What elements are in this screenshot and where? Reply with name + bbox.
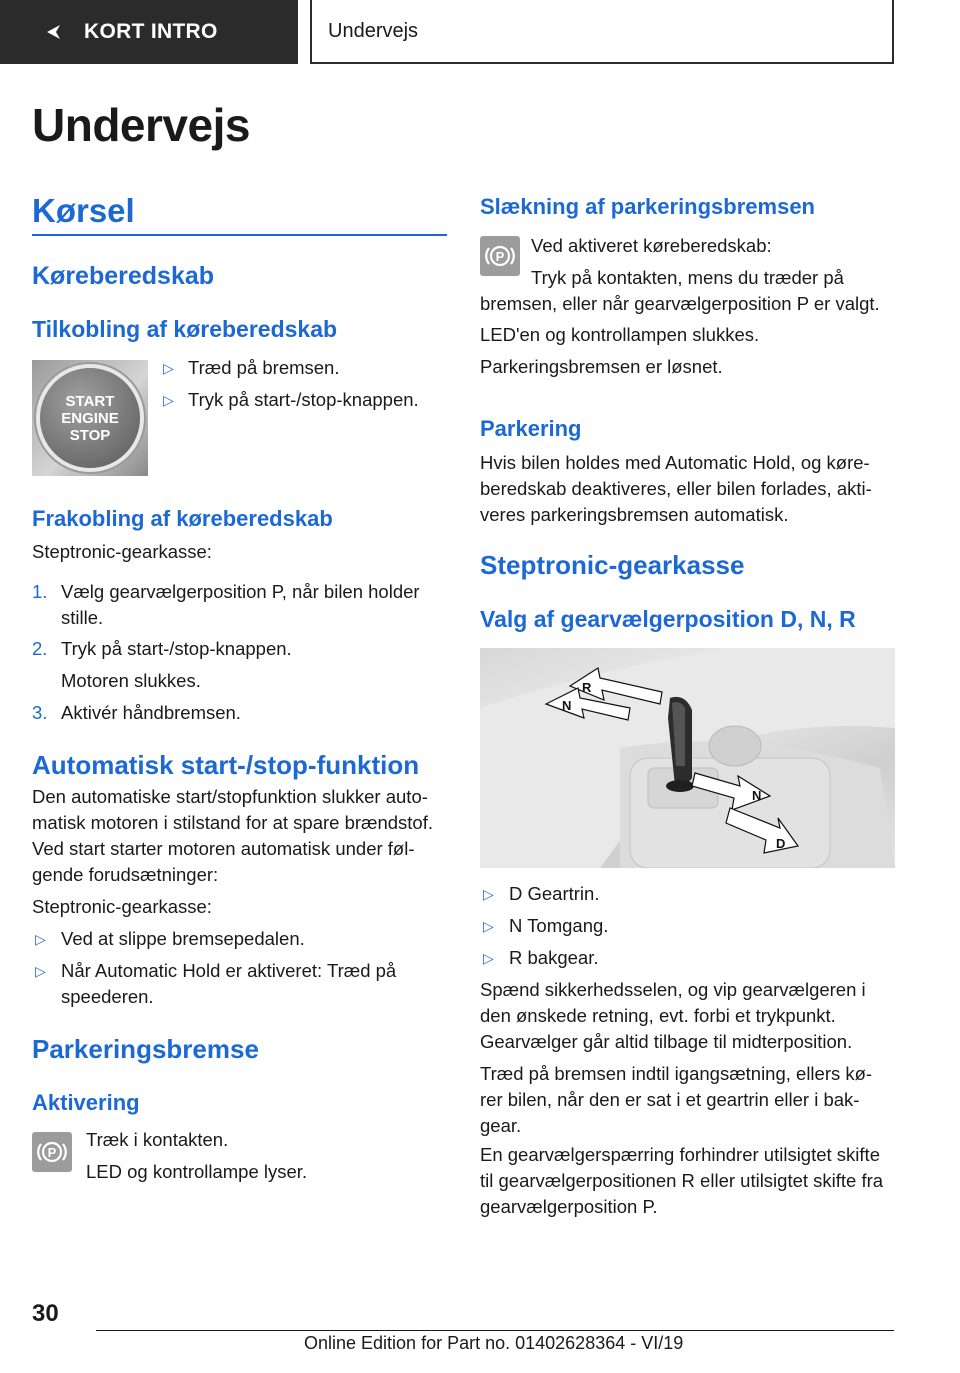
step-number: 1. xyxy=(32,581,48,602)
list-item: R bakgear. xyxy=(509,947,599,968)
paragraph-line: gearvælgerposition P. xyxy=(480,1196,658,1217)
bullet-triangle-icon: ▷ xyxy=(163,360,174,376)
heading-valg: Valg af gearvælgerposition D, N, R xyxy=(480,606,856,632)
start-stop-button-image xyxy=(32,360,148,476)
footer-divider xyxy=(96,1330,894,1331)
slaekning-released: Parkeringsbremsen er løsnet. xyxy=(480,356,723,377)
paragraph-line: rer bilen, når den er sat i et geartrin eller i bak- xyxy=(480,1089,860,1110)
list-item: Tryk på start-/stop-knappen. xyxy=(188,389,419,410)
slaekning-line: Tryk på kontakten, mens du træder på xyxy=(531,267,844,288)
heading-aktivering: Aktivering xyxy=(32,1090,140,1115)
slaekning-line: bremsen, eller når gearvælgerposition P er valgt. xyxy=(480,293,880,314)
breadcrumb-label: Undervejs xyxy=(328,19,419,42)
start-label: START xyxy=(65,392,115,410)
heading-slaekning: Slækning af parkeringsbremsen xyxy=(480,194,815,219)
list-item: N Tomgang. xyxy=(509,915,609,936)
gear-letter-n: N xyxy=(752,788,762,803)
header-tab-label: KORT INTRO xyxy=(84,20,218,43)
paragraph-line: Hvis bilen holdes med Automatic Hold, og køre- xyxy=(480,452,870,473)
list-item: Træd på bremsen. xyxy=(188,357,340,378)
bullet-triangle-icon: ▷ xyxy=(35,931,46,947)
paragraph-line: Den automatiske start/stopfunktion slukker auto- xyxy=(32,786,428,807)
header-tab-kort-intro[interactable] xyxy=(0,0,298,64)
svg-text:P: P xyxy=(47,1145,57,1160)
paragraph-line: beredskab deaktiveres, eller bilen forlades, akti- xyxy=(480,478,872,499)
step-text: stille. xyxy=(61,607,104,628)
breadcrumb xyxy=(310,0,894,64)
paragraph-line: til gearvælgerpositionen R eller utilsigtet skifte fra xyxy=(480,1170,884,1191)
heading-korsel: Kørsel xyxy=(32,192,135,229)
heading-autostart: Automatisk start-/stop-funktion xyxy=(32,750,420,780)
step-text: Tryk på start-/stop-knappen. xyxy=(61,638,292,659)
frakobling-intro: Steptronic-gearkasse: xyxy=(32,541,212,562)
gear-letter-r: R xyxy=(582,680,592,695)
paragraph-line: gende forudsætninger: xyxy=(32,864,219,885)
step-number: 2. xyxy=(32,638,48,659)
paragraph-line: Ved start starter motoren automatisk under føl- xyxy=(32,838,415,859)
paragraph-line: gear. xyxy=(480,1115,522,1136)
gear-letter-n: N xyxy=(562,698,572,713)
page-number: 30 xyxy=(32,1300,59,1327)
step-subtext: Motoren slukkes. xyxy=(61,670,201,691)
heading-steptronic: Steptronic-gearkasse xyxy=(480,550,745,580)
bullet-triangle-icon: ▷ xyxy=(35,963,46,979)
list-item: Ved at slippe bremsepedalen. xyxy=(61,928,305,949)
slaekning-led: LED'en og kontrollampen slukkes. xyxy=(480,324,760,345)
paragraph-line: Træd på bremsen indtil igangsætning, ellers kø- xyxy=(480,1063,873,1084)
aktivering-line: Træk i kontakten. xyxy=(86,1129,229,1150)
heading-parkeringsbremse: Parkeringsbremse xyxy=(32,1034,259,1064)
footer-edition: Online Edition for Part no. 01402628364 - VI/19 xyxy=(304,1333,684,1353)
step-text: Vælg gearvælgerposition P, når bilen holder xyxy=(61,581,420,602)
heading-koreberedskab: Køreberedskab xyxy=(32,262,215,290)
paragraph-line: veres parkeringsbremsen automatisk. xyxy=(480,504,789,525)
page-title: Undervejs xyxy=(32,99,250,151)
list-item: Når Automatic Hold er aktiveret: Træd på xyxy=(61,960,397,981)
list-item: speederen. xyxy=(61,986,154,1007)
svg-text:P: P xyxy=(495,249,505,264)
start-engine-stop-button xyxy=(40,368,140,468)
bullet-triangle-icon: ▷ xyxy=(483,918,494,934)
list-item: D Geartrin. xyxy=(509,883,600,904)
bullet-triangle-icon: ▷ xyxy=(483,950,494,966)
gear-letter-d: D xyxy=(776,836,786,851)
aktivering-line: LED og kontrollampe lyser. xyxy=(86,1161,308,1182)
bullet-triangle-icon: ▷ xyxy=(483,886,494,902)
engine-label: ENGINE xyxy=(61,409,119,427)
heading-parkering: Parkering xyxy=(480,416,582,441)
slaekning-line: Ved aktiveret køreberedskab: xyxy=(531,235,772,256)
paragraph-line: En gearvælgerspærring forhindrer utilsigtet skifte xyxy=(480,1144,880,1165)
gear-selector-image xyxy=(480,648,895,868)
heading-tilkobling: Tilkobling af køreberedskab xyxy=(32,316,338,342)
step-number: 3. xyxy=(32,702,48,723)
parking-brake-icon xyxy=(480,236,520,276)
parking-brake-icon xyxy=(32,1132,72,1172)
heading-frakobling: Frakobling af køreberedskab xyxy=(32,506,333,531)
section-divider xyxy=(32,234,447,236)
stop-label: STOP xyxy=(69,426,111,444)
paragraph-line: matisk motoren i stilstand for at spare brændstof. xyxy=(32,812,434,833)
paragraph-line: Gearvælger går altid tilbage til midterposition. xyxy=(480,1031,853,1052)
paragraph-line: den ønskede retning, evt. forbi et trykpunkt. xyxy=(480,1005,836,1026)
step-text: Aktivér håndbremsen. xyxy=(61,702,241,723)
bullet-triangle-icon: ▷ xyxy=(163,392,174,408)
autostart-intro: Steptronic-gearkasse: xyxy=(32,896,212,917)
arrow-left-icon xyxy=(44,21,66,43)
paragraph-line: Spænd sikkerhedsselen, og vip gearvælgeren i xyxy=(480,979,866,1000)
